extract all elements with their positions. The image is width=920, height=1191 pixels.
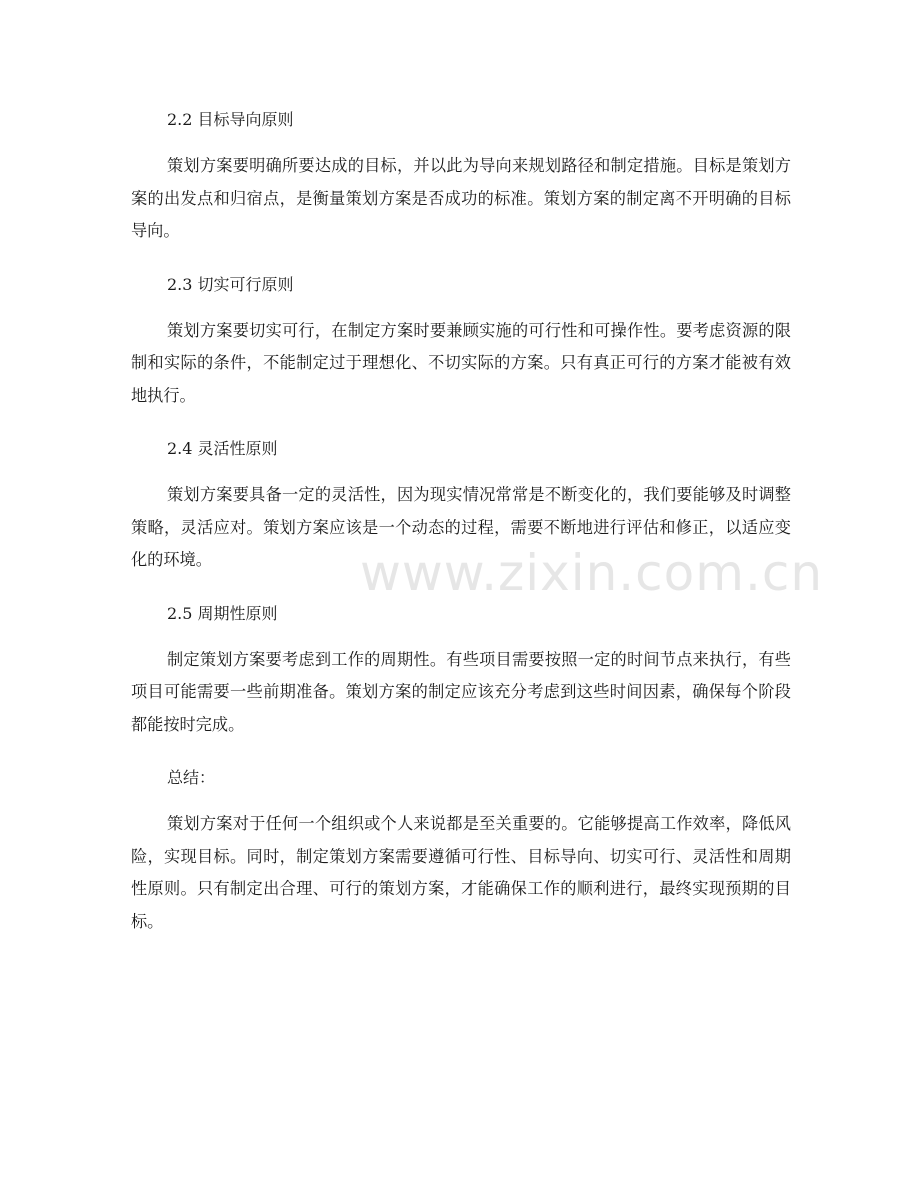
section-heading: 2.5 周期性原则 <box>167 603 278 623</box>
watermark-text: www.zixin.com.cn <box>360 544 824 602</box>
section-2-3 <box>131 269 791 413</box>
section-heading: 2.3 切实可行原则 <box>167 274 294 294</box>
section-2-2 <box>131 104 791 248</box>
section-paragraph: 策划方案要具备一定的灵活性，因为现实情况常常是不断变化的，我们要能够及时调整策略，灵活应对。策划方案应该是一个动态的过程，需要不断地进行评估和修正，以适应变化的环境。 <box>131 485 791 569</box>
document-content <box>131 104 791 938</box>
section-summary <box>131 762 791 938</box>
section-heading: 总结： <box>167 768 216 787</box>
section-paragraph: 制定策划方案要考虑到工作的周期性。有些项目需要按照一定的时间节点来执行，有些项目可能需要一些前期准备。策划方案的制定应该充分考虑到这些时间因素，确保每个阶段都能按时完成。 <box>131 649 791 734</box>
section-heading: 2.4 灵活性原则 <box>167 439 278 458</box>
section-paragraph: 策划方案要切实可行，在制定方案时要兼顾实施的可行性和可操作性。要考虑资源的限制和实际的条件，不能制定过于理想化、不切实际的方案。只有真正可行的方案才能被有效地执行。 <box>131 320 791 405</box>
section-paragraph: 策划方案要明确所要达成的目标，并以此为导向来规划路径和制定措施。目标是策划方案的出发点和归宿点，是衡量策划方案是否成功的标准。策划方案的制定离不开明确的目标导向。 <box>131 156 791 240</box>
section-heading: 2.2 目标导向原则 <box>167 110 294 129</box>
section-paragraph: 策划方案对于任何一个组织或个人来说都是至关重要的。它能够提高工作效率，降低风险，实现目标。同时，制定策划方案需要遵循可行性、目标导向、切实可行、灵活性和周期性原则。只有制定出合理、可行的策划方案，才能确保工作的顺利进行，最终实现预期的目标。 <box>131 814 791 931</box>
section-2-4 <box>131 433 791 577</box>
section-2-5 <box>131 598 791 742</box>
